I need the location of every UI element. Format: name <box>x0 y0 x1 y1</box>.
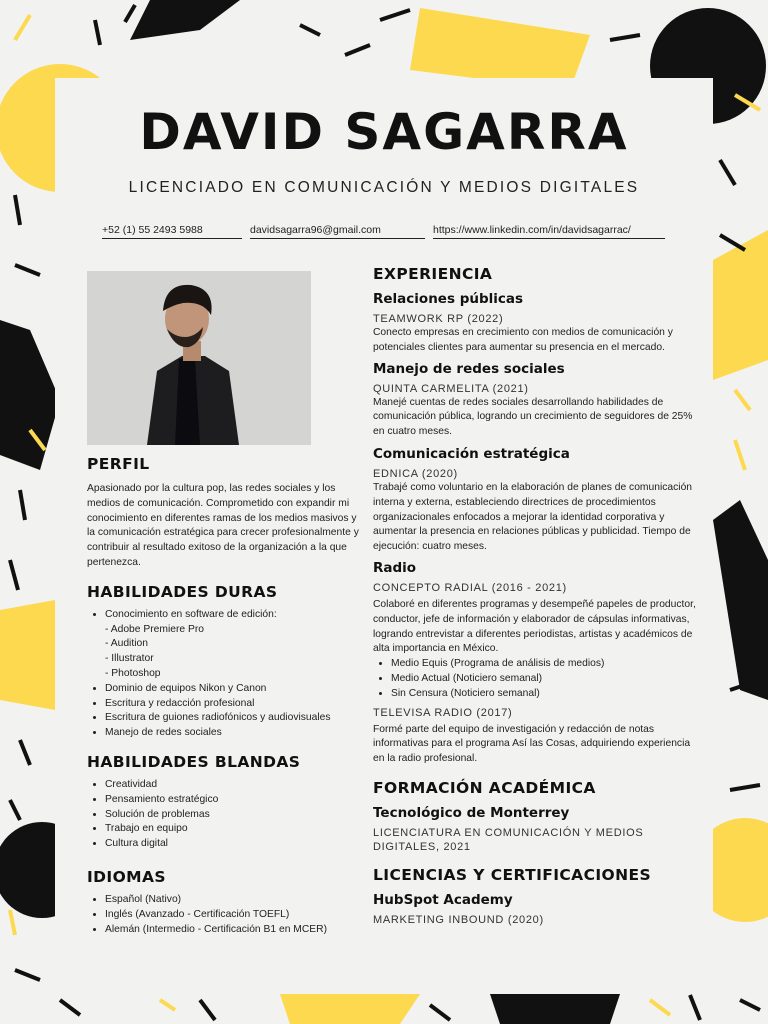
list-item: - Photoshop <box>105 667 161 679</box>
job-role: Relaciones públicas <box>373 291 524 307</box>
list-item: • Pensamiento estratégico <box>105 793 359 808</box>
list-item: • Dominio de equipos Nikon y Canon <box>105 682 359 697</box>
experience-heading: EXPERIENCIA <box>373 265 493 283</box>
contact-phone: +52 (1) 55 2493 5988 <box>102 224 242 239</box>
job-entry <box>373 361 703 440</box>
right-column <box>373 265 703 927</box>
job-org: QUINTA CARMELITA (2021) <box>373 382 529 395</box>
certs-heading: LICENCIAS Y CERTIFICACIONES <box>373 865 652 884</box>
contact-linkedin[interactable]: https://www.linkedin.com/in/davidsagarrac/ <box>433 224 665 239</box>
list-item: • Alemán (Intermedio - Certificación B1 en MCER) <box>105 923 359 938</box>
job-role: Comunicación estratégica <box>373 445 570 462</box>
soft-skills-list <box>87 778 359 852</box>
radio-programs-list <box>373 657 703 701</box>
education-heading: FORMACIÓN ACADÉMICA <box>373 778 596 797</box>
list-item: • Medio Equis (Programa de análisis de medios) <box>391 657 703 672</box>
cert-name: MARKETING INBOUND (2020) <box>373 913 544 926</box>
job-entry <box>373 291 703 356</box>
job-org: TEAMWORK RP (2022) <box>373 313 504 325</box>
contact-email: davidsagarra96@gmail.com <box>250 224 425 239</box>
job-entry <box>373 560 703 767</box>
cert-org: HubSpot Academy <box>373 891 513 908</box>
languages-heading: IDIOMAS <box>87 867 166 886</box>
list-item: • Escritura y redacción profesional <box>105 697 359 712</box>
list-item: - Audition <box>105 638 148 650</box>
resume-name: DAVID SAGARRA <box>139 103 629 161</box>
list-item: - Illustrator <box>105 653 154 665</box>
perfil-heading: PERFIL <box>87 455 150 473</box>
job-org: TELEVISA RADIO (2017) <box>373 706 513 719</box>
resume-page <box>55 78 713 994</box>
languages-list <box>87 893 359 937</box>
list-item: • Escritura de guiones radiofónicos y audiovisuales <box>105 711 359 726</box>
left-column <box>87 455 359 937</box>
job-desc: Trabajé como voluntario en la elaboración de planes de comunicación interna y externa, estableciendo directrices de procedimientos organizacionales enfocados a mejorar la identidad corporativa y aumentar la presencia en relaciones públicas y publicidad. Tiempo de ejecución: cuatro meses. <box>373 481 693 553</box>
list-item: • Cultura digital <box>105 837 359 852</box>
list-item: • Trabajo en equipo <box>105 822 359 837</box>
list-item: • Creatividad <box>105 778 359 793</box>
job-role: Manejo de redes sociales <box>373 360 565 377</box>
software-sublist <box>105 623 359 682</box>
job-org: EDNICA (2020) <box>373 467 458 480</box>
list-item: • Inglés (Avanzado - Certificación TOEFL) <box>105 908 359 923</box>
degree-name: LICENCIATURA EN COMUNICACIÓN Y MEDIOS DIGITALES, 2021 <box>373 826 644 853</box>
list-item: - Adobe Premiere Pro <box>105 623 205 635</box>
job-desc: Conecto empresas en crecimiento con medios de comunicación y potenciales clientes para aumentar su presencia en el mercado. <box>373 327 673 353</box>
job-desc: Colaboré en diferentes programas y desempeñé papeles de productor, conductor, jefe de información y elaborador de cápsulas informativas, logrando entrevistar a diferentes periodistas, artistas y académicos de alta importancia en México. <box>373 598 696 655</box>
list-item: • Manejo de redes sociales <box>105 726 359 741</box>
hard-skills-list <box>87 608 359 741</box>
list-item: • Medio Actual (Noticiero semanal) <box>391 672 703 687</box>
hard-skills-heading: HABILIDADES DURAS <box>87 582 278 601</box>
list-item: • Solución de problemas <box>105 808 359 823</box>
school-name: Tecnológico de Monterrey <box>373 804 570 821</box>
list-item: • Conocimiento en software de edición: - Adobe Premiere Pro - Audition - Illustrator - Photoshop <box>105 608 359 682</box>
perfil-text: Apasionado por la cultura pop, las redes sociales y los medios de comunicación. Comprometido con expandir mi conocimiento en diferentes ramas de los medios masivos y la comunicación estratégica para crecer profesionalmente y contribuir al resultado exitoso de la organización a la que pertenezca. <box>87 483 359 568</box>
profile-photo <box>87 271 311 445</box>
soft-skills-heading: HABILIDADES BLANDAS <box>87 752 301 771</box>
list-item: • Sin Censura (Noticiero semanal) <box>391 687 703 702</box>
job-desc: Manejé cuentas de redes sociales desarrollando habilidades de comunicación pública, logrando un crecimiento de seguidores de 25% en cuatro meses. <box>373 396 693 438</box>
job-entry <box>373 446 703 555</box>
resume-subtitle: LICENCIADO EN COMUNICACIÓN Y MEDIOS DIGITALES <box>128 179 640 196</box>
job-desc: Formé parte del equipo de investigación y redacción de notas informativas para el programa Así las Cosas, adquiriendo experiencia en la radio profesional. <box>373 723 691 765</box>
job-org: CONCEPTO RADIAL (2016 - 2021) <box>373 581 567 594</box>
job-role: Radio <box>373 559 417 576</box>
list-item: • Español (Nativo) <box>105 893 359 908</box>
